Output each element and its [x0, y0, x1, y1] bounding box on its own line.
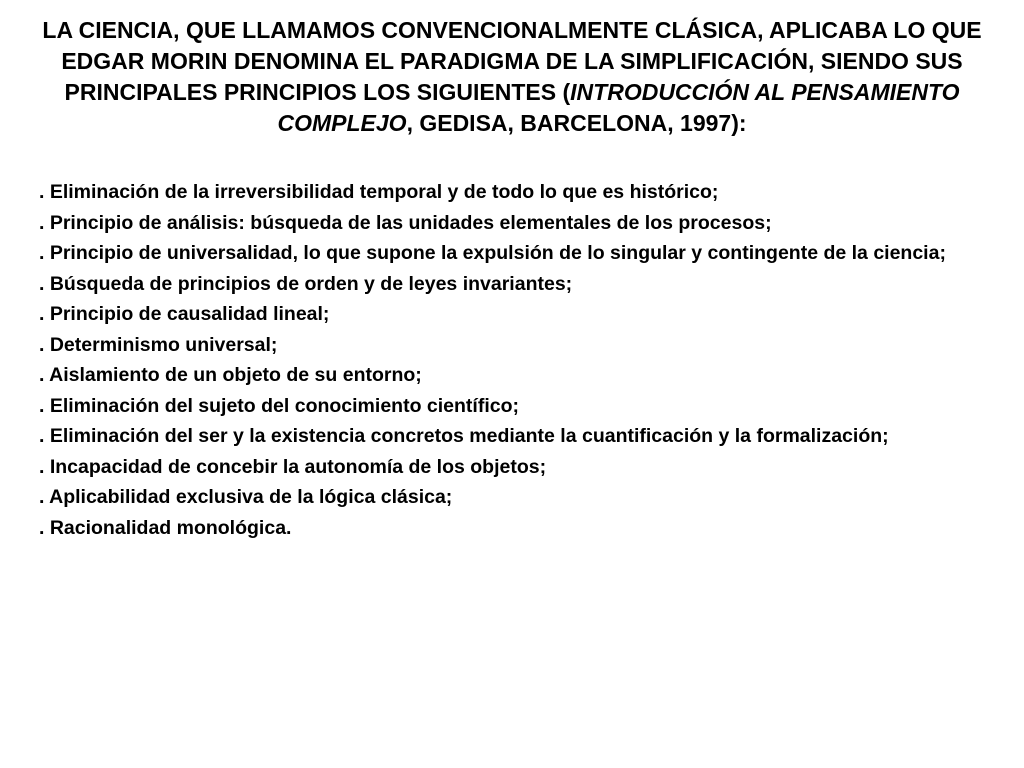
slide-heading — [39, 15, 985, 139]
list-item: . Aplicabilidad exclusiva de la lógica clásica; — [39, 486, 453, 508]
list-item: . Eliminación del sujeto del conocimiento científico; — [39, 394, 519, 417]
list-item: . Eliminación del ser y la existencia concretos mediante la cuantificación y la formalización; — [39, 425, 889, 447]
heading-tail: , GEDISA, BARCELONA, 1997): — [406, 110, 747, 136]
book-title: INTRODUCCIÓN AL PENSAMIENTO COMPLEJO — [277, 79, 960, 136]
list-item: . Principio de universalidad, lo que supone la expulsión de lo singular y contingente de la ciencia; — [39, 242, 946, 264]
list-item: . Aislamiento de un objeto de su entorno; — [39, 364, 422, 386]
heading-lead: LA CIENCIA, QUE LLAMAMOS CONVENCIONALMENTE CLÁSICA, APLICABA LO QUE EDGAR MORIN DENOMINA EL PARADIGMA DE LA SIMPLIFICACIÓN, SIENDO SUS PRINCIPALES PRINCIPIOS LOS SIGUIENTES ( — [42, 17, 982, 105]
list-item: . Búsqueda de principios de orden y de leyes invariantes; — [39, 272, 573, 295]
list-item: . Incapacidad de concebir la autonomía de los objetos; — [39, 455, 547, 478]
list-item: . Eliminación de la irreversibilidad temporal y de todo lo que es histórico; — [39, 181, 719, 203]
principles-list — [39, 177, 985, 543]
list-item: . Racionalidad monológica. — [39, 516, 292, 539]
list-item: . Principio de causalidad lineal; — [39, 303, 330, 325]
list-item: . Determinismo universal; — [39, 333, 278, 356]
slide-content — [39, 15, 985, 543]
list-item: . Principio de análisis: búsqueda de las unidades elementales de los procesos; — [39, 211, 772, 234]
